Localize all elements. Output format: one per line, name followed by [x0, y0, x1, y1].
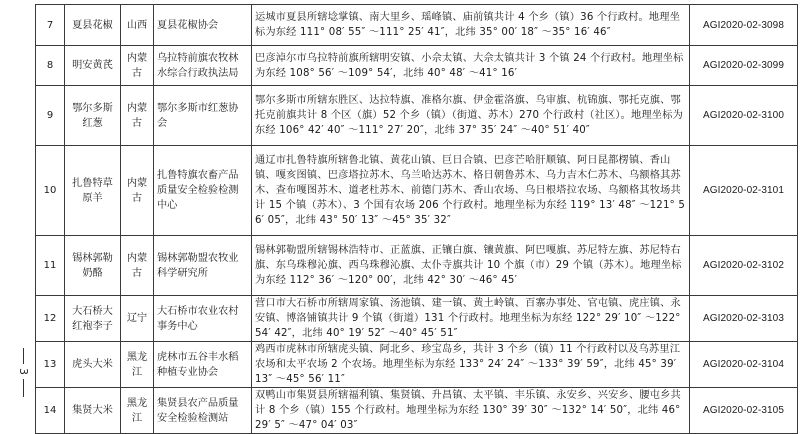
protection-range: 锡林郭勒盟所辖锡林浩特市、正蓝旗、正镶白旗、镶黄旗、阿巴嘎旗、苏尼特左旗、苏尼特右旗、东乌珠穆沁旗、西乌珠穆沁旗、太仆寺旗共计 10 个旗（市）29 个镇（苏木）。地理坐标为东经 112° 36′ ～120° 00′，北纬 42° 30′ ～46° 45′ — [252, 236, 690, 296]
row-number: 7 — [36, 5, 65, 46]
table-row — [36, 296, 798, 342]
registration-code: AGI2020-02-3105 — [690, 388, 798, 434]
province: 黑龙江 — [121, 388, 154, 434]
row-number: 10 — [36, 146, 65, 236]
registration-code: AGI2020-02-3102 — [690, 236, 798, 296]
applicant-organization: 集贤县农产品质量安全检验检测站 — [154, 388, 252, 434]
page-number-dash-bottom — [23, 379, 24, 397]
registration-code: AGI2020-02-3103 — [690, 296, 798, 342]
registration-code: AGI2020-02-3099 — [690, 46, 798, 86]
province: 山西 — [121, 5, 154, 46]
protection-range: 双鸭山市集贤县所辖福利镇、集贤镇、升昌镇、太平镇、丰乐镇、永安乡、兴安乡、腰屯乡共计 8 个乡（镇）155 个行政村。地理坐标为东经 130° 39′ 30″ ～132° 14′ 50″，北纬 46° 29′ 5″ ～47° 04′ 03″ — [252, 388, 690, 434]
applicant-organization: 锡林郭勒盟农牧业科学研究所 — [154, 236, 252, 296]
registration-code: AGI2020-02-3101 — [690, 146, 798, 236]
applicant-organization: 夏县花椒协会 — [154, 5, 252, 46]
product-name: 明安黄芪 — [65, 46, 121, 86]
registration-code: AGI2020-02-3100 — [690, 86, 798, 146]
product-name: 锡林郭勒奶酪 — [65, 236, 121, 296]
protection-range: 营口市大石桥市所辖周家镇、汤池镇、建一镇、黄土岭镇、百寨办事处、官屯镇、虎庄镇、永安镇、博洛铺镇共计 9 个镇（街道）131 个行政村。地理坐标为东经 122° 29′ 10″ ～122° 54′ 42″，北纬 40° 19′ 52″ ～40° 45′ 51″ — [252, 296, 690, 342]
province: 内蒙古 — [121, 46, 154, 86]
product-name: 鄂尔多斯红葱 — [65, 86, 121, 146]
applicant-organization: 鄂尔多斯市红葱协会 — [154, 86, 252, 146]
row-number: 8 — [36, 46, 65, 86]
product-name: 扎鲁特草原羊 — [65, 146, 121, 236]
province: 内蒙古 — [121, 86, 154, 146]
registration-code: AGI2020-02-3098 — [690, 5, 798, 46]
registration-code: AGI2020-02-3104 — [690, 342, 798, 388]
table-row — [36, 46, 798, 86]
applicant-organization: 扎鲁特旗农畜产品质量安全检验检测中心 — [154, 146, 252, 236]
province: 黑龙江 — [121, 342, 154, 388]
geographical-indication-table — [35, 4, 798, 434]
province: 内蒙古 — [121, 146, 154, 236]
province: 内蒙古 — [121, 236, 154, 296]
table-row — [36, 86, 798, 146]
row-number: 14 — [36, 388, 65, 434]
product-name: 虎头大米 — [65, 342, 121, 388]
product-name: 集贤大米 — [65, 388, 121, 434]
protection-range: 巴彦淖尔市乌拉特前旗所辖明安镇、小佘太镇、大佘太镇共计 3 个镇 24 个行政村。地理坐标为东经 108° 56′ ～109° 54′，北纬 40° 48′ ～41° 16′ — [252, 46, 690, 86]
table-row — [36, 388, 798, 434]
applicant-organization: 乌拉特前旗农牧林水综合行政执法局 — [154, 46, 252, 86]
row-number: 13 — [36, 342, 65, 388]
row-number: 11 — [36, 236, 65, 296]
applicant-organization: 虎林市五谷丰水稻种植专业协会 — [154, 342, 252, 388]
protection-range: 运城市夏县所辖埝掌镇、南大里乡、瑶峰镇、庙前镇共计 4 个乡（镇）36 个行政村。地理坐标为东经 111° 08′ 55″ ～111° 25′ 41″，北纬 35° 00′ 18″ ～35° 16′ 46″ — [252, 5, 690, 46]
row-number: 12 — [36, 296, 65, 342]
page-number — [17, 348, 29, 410]
protection-range: 通辽市扎鲁特旗所辖鲁北镇、黄花山镇、巨日合镇、巴彦芒哈肝顺镇、阿日昆都楞镇、香山镇、嘎亥图镇、巴彦塔拉苏木、乌兰哈达苏木、格日朝鲁苏木、乌力吉木仁苏木、乌额格其苏木、查布嘎图苏木、道老杜苏木、前德门苏木、香山农场、乌日根塔拉农场、乌额格其牧场共计 15 个镇（苏木）、3 个国有农场 206 个行政村。地理坐标为东经 119° 13′ 48″ ～121° 56′ 05″，北纬 43° 50′ 13″ ～45° 35′ 32″ — [252, 146, 690, 236]
protection-range: 鄂尔多斯市所辖东胜区、达拉特旗、准格尔旗、伊金霍洛旗、乌审旗、杭锦旗、鄂托克旗、鄂托克前旗共计 8 个区（旗）52 个乡（镇）（街道、苏木）270 个行政村（社区）。地理坐标为东经 106° 42′ 40″ ～111° 27′ 20″，北纬 37° 35′ 24″ ～40° 51′ 40″ — [252, 86, 690, 146]
product-name: 夏县花椒 — [65, 5, 121, 46]
table-row — [36, 236, 798, 296]
product-name: 大石桥大红袍李子 — [65, 296, 121, 342]
row-number: 9 — [36, 86, 65, 146]
protection-range: 鸡西市虎林市所辖虎头镇、阿北乡、珍宝岛乡，共计 3 个乡（镇）11 个行政村以及乌苏里江农场和太平农场 2 个农场。地理坐标为东经 133° 24′ 24″ ～133° 39′ 59″，北纬 45° 39′ 13″ ～45° 56′ 11″ — [252, 342, 690, 388]
page-number-value: 3 — [17, 368, 30, 375]
applicant-organization: 大石桥市农业农村事务中心 — [154, 296, 252, 342]
page-number-dash-top — [23, 348, 24, 364]
table-row — [36, 342, 798, 388]
province: 辽宁 — [121, 296, 154, 342]
table-row — [36, 5, 798, 46]
table-row — [36, 146, 798, 236]
